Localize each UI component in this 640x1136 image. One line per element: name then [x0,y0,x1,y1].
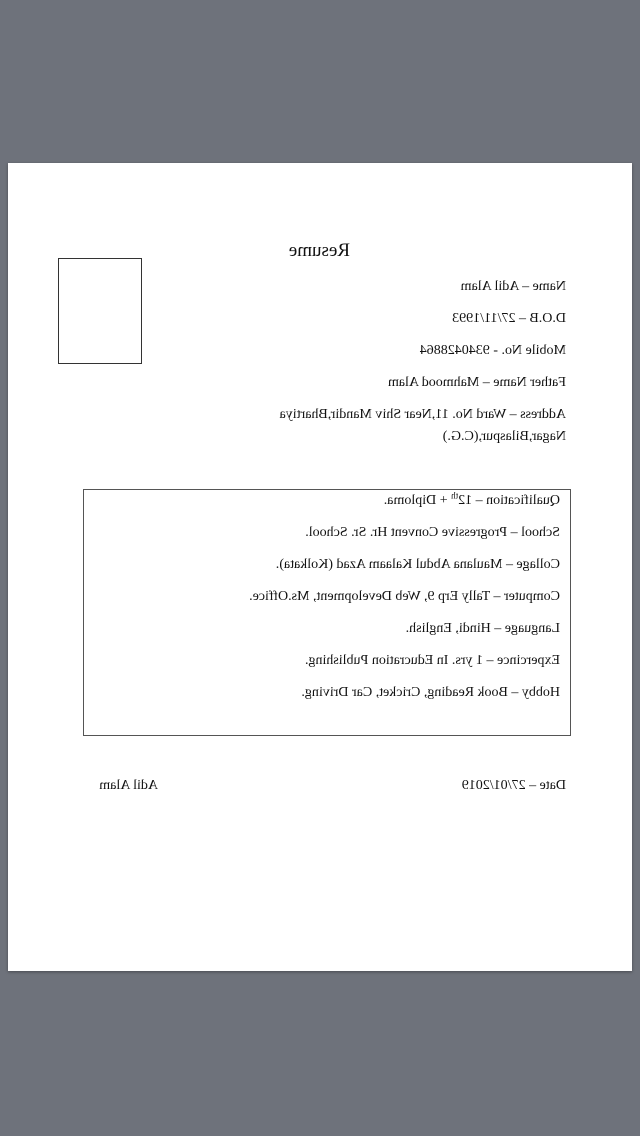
document-page[interactable] [8,163,632,971]
qualification-superscript: th [451,490,459,501]
signature-name: Adil Alam [99,778,158,793]
date-line: Date – 27/01/2019 [461,778,566,793]
collage-line: Collage – Maulana Abdul Kalaam Azad (Kolkata). [275,557,560,572]
experience-line: Expercince – 1 yrs. In Educration Publishing. [304,653,560,668]
name-line: Name – Adil Alam [460,279,566,294]
photo-placeholder [58,258,142,364]
qualification-suffix: + Diploma. [383,493,452,508]
hobby-line: Hobby – Book Reading, Cricket, Car Driving. [301,685,560,700]
mobile-line: Mobile No. - 9340428864 [419,343,566,358]
address-line-1: Address – Ward No. 11,Near Shiv Mandir,Bhartiya [279,407,566,422]
computer-line: Computer – Tally Erp 9, Web Development, Ms.Office. [249,589,560,604]
resume-title: Resume [288,240,350,261]
address-line-2: Nagar,Bilaspur,(C.G.) [442,429,566,444]
school-line: School – Progressive Convent Hr. Sr. School. [305,525,560,540]
father-name-line: Father Name – Mahmood Alam [387,375,566,390]
education-box [83,489,571,736]
dob-line: D.O.B – 27/11/1993 [452,311,566,326]
qualification-prefix: Qualification – 12 [458,493,560,508]
resume-content [8,163,632,971]
language-line: Language – Hindi, English. [405,621,560,636]
qualification-line [384,490,560,512]
